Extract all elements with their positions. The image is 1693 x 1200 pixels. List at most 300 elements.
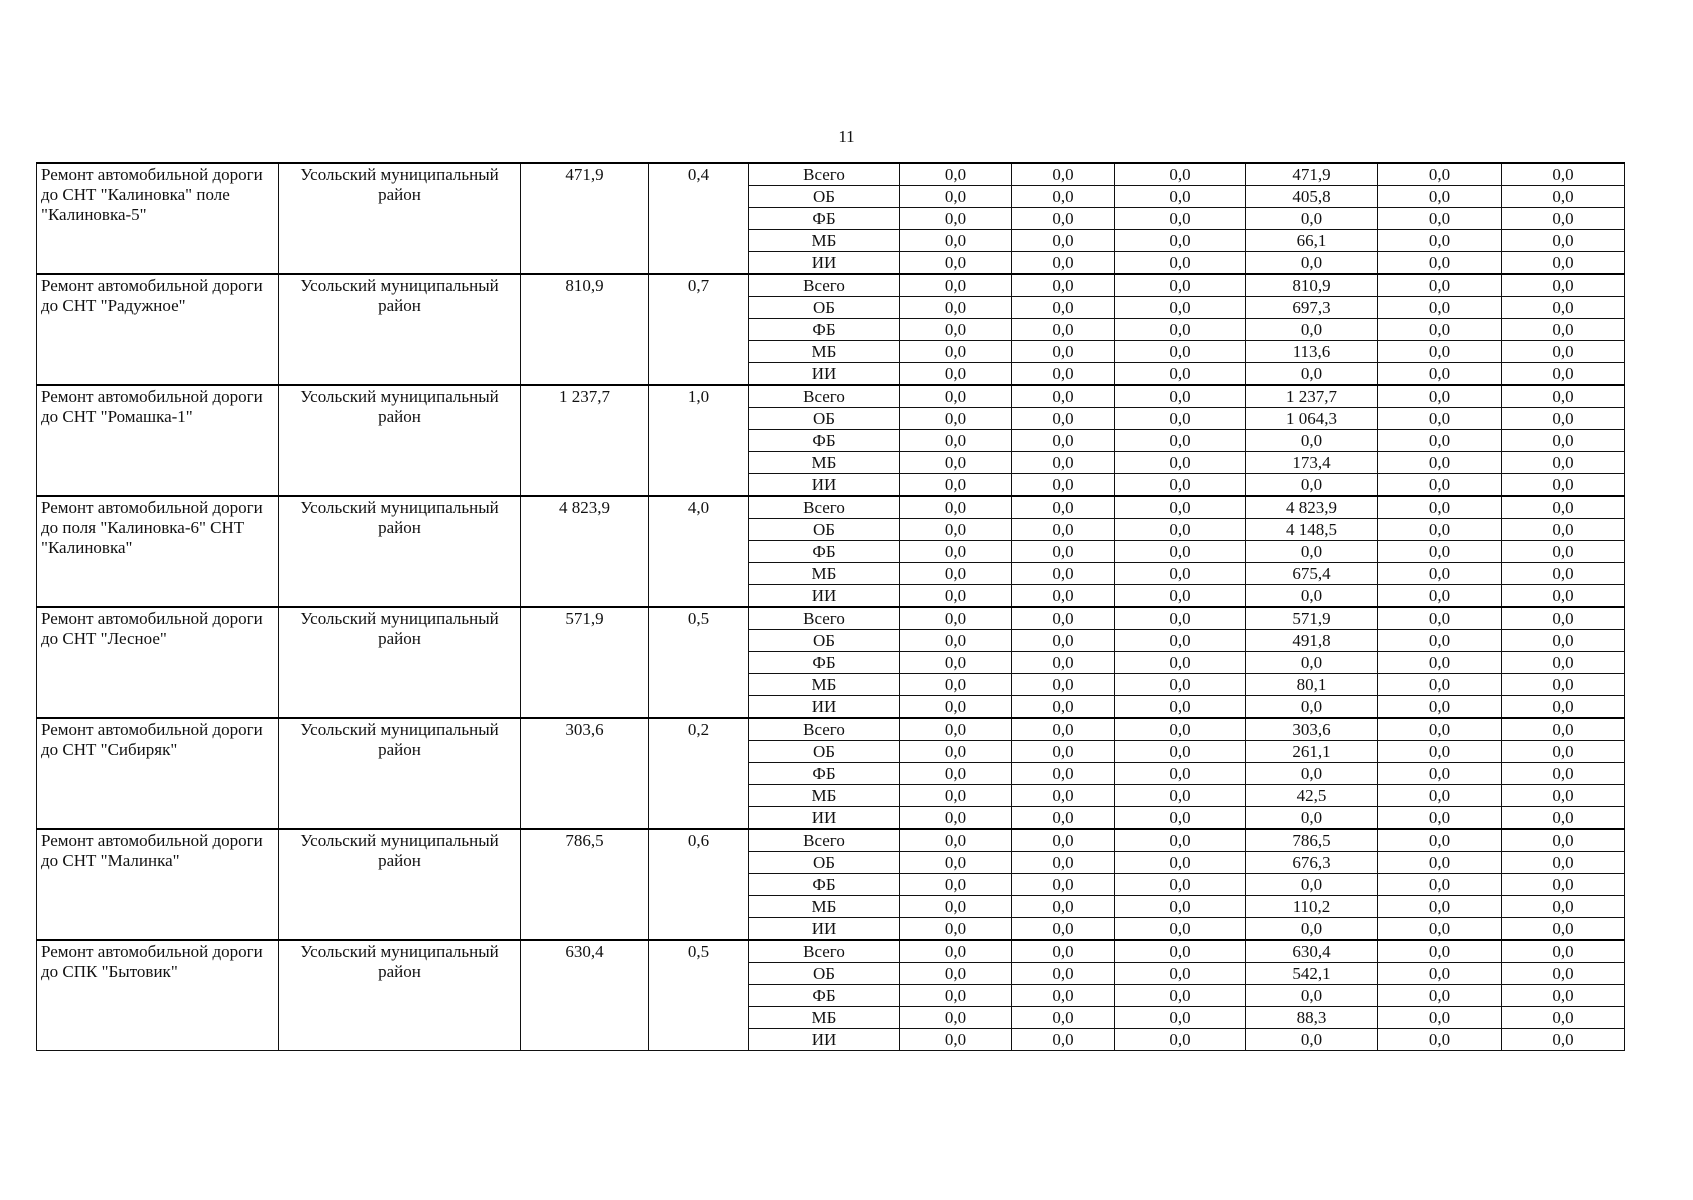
funding-value: 0,0 <box>1012 652 1115 674</box>
project-district: Усольский муниципальный район <box>279 385 521 496</box>
funding-value: 0,0 <box>1378 297 1502 319</box>
funding-value: 0,0 <box>1115 807 1246 830</box>
funding-value: 0,0 <box>1012 674 1115 696</box>
funding-source: Всего <box>749 940 900 963</box>
funding-value: 491,8 <box>1246 630 1378 652</box>
funding-source: ФБ <box>749 208 900 230</box>
funding-source: ИИ <box>749 252 900 275</box>
funding-value: 405,8 <box>1246 186 1378 208</box>
funding-source: Всего <box>749 163 900 186</box>
funding-source: МБ <box>749 230 900 252</box>
funding-value: 0,0 <box>1012 319 1115 341</box>
project-cost: 1 237,7 <box>521 385 649 496</box>
project-cost: 471,9 <box>521 163 649 274</box>
table-row <box>37 163 1625 186</box>
funding-value: 1 064,3 <box>1246 408 1378 430</box>
funding-source: МБ <box>749 1007 900 1029</box>
funding-value: 0,0 <box>1378 918 1502 941</box>
table-row <box>37 274 1625 297</box>
funding-source: ОБ <box>749 852 900 874</box>
funding-value: 0,0 <box>1502 652 1625 674</box>
funding-value: 0,0 <box>900 563 1012 585</box>
funding-value: 0,0 <box>1115 874 1246 896</box>
funding-value: 0,0 <box>1115 763 1246 785</box>
project-district: Усольский муниципальный район <box>279 496 521 607</box>
funding-value: 0,0 <box>1502 674 1625 696</box>
funding-source: МБ <box>749 674 900 696</box>
funding-value: 0,0 <box>1378 408 1502 430</box>
funding-value: 0,0 <box>1012 940 1115 963</box>
funding-value: 261,1 <box>1246 741 1378 763</box>
funding-source: ФБ <box>749 430 900 452</box>
funding-value: 0,0 <box>900 474 1012 497</box>
funding-value: 0,0 <box>1378 541 1502 563</box>
funding-value: 0,0 <box>900 852 1012 874</box>
funding-value: 0,0 <box>900 274 1012 297</box>
funding-value: 0,0 <box>1378 785 1502 807</box>
table-row <box>37 607 1625 630</box>
funding-value: 0,0 <box>1378 208 1502 230</box>
funding-value: 0,0 <box>900 1007 1012 1029</box>
funding-source: ИИ <box>749 918 900 941</box>
funding-value: 0,0 <box>1378 607 1502 630</box>
funding-value: 0,0 <box>1012 230 1115 252</box>
funding-value: 110,2 <box>1246 896 1378 918</box>
funding-value: 0,0 <box>1246 763 1378 785</box>
funding-source: ИИ <box>749 807 900 830</box>
funding-value: 0,0 <box>1012 985 1115 1007</box>
funding-value: 0,0 <box>1115 430 1246 452</box>
funding-value: 0,0 <box>900 763 1012 785</box>
funding-value: 0,0 <box>900 985 1012 1007</box>
funding-value: 0,0 <box>1378 896 1502 918</box>
funding-value: 0,0 <box>1502 918 1625 941</box>
funding-value: 0,0 <box>1378 519 1502 541</box>
funding-value: 0,0 <box>1378 274 1502 297</box>
funding-value: 0,0 <box>1115 1029 1246 1051</box>
funding-value: 0,0 <box>900 674 1012 696</box>
funding-value: 0,0 <box>1012 763 1115 785</box>
funding-source: Всего <box>749 718 900 741</box>
project-district: Усольский муниципальный район <box>279 718 521 829</box>
funding-value: 0,0 <box>1378 385 1502 408</box>
funding-source: ФБ <box>749 541 900 563</box>
table-row <box>37 385 1625 408</box>
funding-value: 0,0 <box>1012 430 1115 452</box>
funding-value: 0,0 <box>1246 474 1378 497</box>
funding-value: 4 823,9 <box>1246 496 1378 519</box>
table-row <box>37 940 1625 963</box>
funding-value: 0,0 <box>1012 918 1115 941</box>
funding-value: 0,0 <box>1246 918 1378 941</box>
funding-value: 0,0 <box>1502 896 1625 918</box>
funding-value: 0,0 <box>1502 985 1625 1007</box>
funding-value: 0,0 <box>1378 985 1502 1007</box>
funding-value: 0,0 <box>1246 1029 1378 1051</box>
project-district: Усольский муниципальный район <box>279 274 521 385</box>
funding-value: 0,0 <box>1502 585 1625 608</box>
project-name: Ремонт автомобильной дороги до СНТ "Малинка" <box>37 829 279 940</box>
funding-source: МБ <box>749 896 900 918</box>
funding-value: 0,0 <box>1378 430 1502 452</box>
funding-value: 0,0 <box>1012 1007 1115 1029</box>
project-length: 0,5 <box>649 940 749 1051</box>
funding-value: 0,0 <box>1378 829 1502 852</box>
funding-source: ФБ <box>749 985 900 1007</box>
funding-value: 0,0 <box>1502 186 1625 208</box>
funding-value: 0,0 <box>1502 940 1625 963</box>
funding-value: 0,0 <box>1012 341 1115 363</box>
funding-value: 66,1 <box>1246 230 1378 252</box>
funding-value: 0,0 <box>1502 607 1625 630</box>
funding-value: 0,0 <box>1502 829 1625 852</box>
funding-value: 0,0 <box>900 607 1012 630</box>
funding-value: 0,0 <box>1115 363 1246 386</box>
funding-value: 0,0 <box>1115 319 1246 341</box>
funding-value: 0,0 <box>1012 496 1115 519</box>
funding-source: ОБ <box>749 186 900 208</box>
funding-value: 0,0 <box>1378 252 1502 275</box>
funding-value: 0,0 <box>1115 585 1246 608</box>
funding-value: 0,0 <box>1115 563 1246 585</box>
funding-value: 0,0 <box>1502 496 1625 519</box>
funding-value: 0,0 <box>1378 1007 1502 1029</box>
funding-value: 0,0 <box>1378 452 1502 474</box>
funding-value: 0,0 <box>1502 874 1625 896</box>
funding-value: 571,9 <box>1246 607 1378 630</box>
project-district: Усольский муниципальный район <box>279 940 521 1051</box>
project-cost: 810,9 <box>521 274 649 385</box>
funding-value: 0,0 <box>1115 252 1246 275</box>
funding-value: 0,0 <box>1115 163 1246 186</box>
funding-value: 0,0 <box>1246 652 1378 674</box>
funding-value: 0,0 <box>1115 829 1246 852</box>
funding-value: 0,0 <box>900 363 1012 386</box>
funding-value: 0,0 <box>1115 718 1246 741</box>
project-district: Усольский муниципальный район <box>279 163 521 274</box>
funding-value: 0,0 <box>1502 452 1625 474</box>
funding-source: Всего <box>749 274 900 297</box>
funding-value: 0,0 <box>1502 963 1625 985</box>
project-name: Ремонт автомобильной дороги до СНТ "Лесное" <box>37 607 279 718</box>
project-name: Ремонт автомобильной дороги до поля "Калиновка-6" СНТ "Калиновка" <box>37 496 279 607</box>
funding-value: 0,0 <box>1378 1029 1502 1051</box>
funding-value: 0,0 <box>1246 208 1378 230</box>
funding-value: 0,0 <box>1502 741 1625 763</box>
funding-value: 0,0 <box>1378 496 1502 519</box>
table-row <box>37 496 1625 519</box>
funding-value: 0,0 <box>1012 874 1115 896</box>
funding-value: 0,0 <box>1115 918 1246 941</box>
funding-value: 0,0 <box>1115 940 1246 963</box>
funding-value: 0,0 <box>900 829 1012 852</box>
funding-source: Всего <box>749 385 900 408</box>
funding-value: 0,0 <box>1378 230 1502 252</box>
funding-source: ОБ <box>749 408 900 430</box>
funding-value: 0,0 <box>1502 430 1625 452</box>
funding-value: 676,3 <box>1246 852 1378 874</box>
funding-value: 0,0 <box>900 741 1012 763</box>
funding-value: 0,0 <box>1115 652 1246 674</box>
funding-value: 0,0 <box>1502 630 1625 652</box>
funding-value: 0,0 <box>1502 319 1625 341</box>
funding-value: 0,0 <box>1115 785 1246 807</box>
funding-source: ОБ <box>749 741 900 763</box>
funding-value: 0,0 <box>1502 785 1625 807</box>
project-cost: 630,4 <box>521 940 649 1051</box>
funding-value: 0,0 <box>1378 963 1502 985</box>
funding-value: 0,0 <box>1012 186 1115 208</box>
funding-value: 0,0 <box>1012 297 1115 319</box>
funding-value: 0,0 <box>900 585 1012 608</box>
funding-value: 0,0 <box>1502 363 1625 386</box>
funding-value: 113,6 <box>1246 341 1378 363</box>
funding-value: 0,0 <box>900 408 1012 430</box>
funding-value: 0,0 <box>1115 230 1246 252</box>
funding-source: Всего <box>749 829 900 852</box>
funding-value: 0,0 <box>1378 563 1502 585</box>
funding-value: 0,0 <box>1502 385 1625 408</box>
project-name: Ремонт автомобильной дороги до СНТ "Калиновка" поле "Калиновка-5" <box>37 163 279 274</box>
table-body <box>37 163 1625 1051</box>
funding-value: 0,0 <box>900 186 1012 208</box>
funding-value: 0,0 <box>1115 408 1246 430</box>
funding-value: 0,0 <box>1502 541 1625 563</box>
project-length: 4,0 <box>649 496 749 607</box>
funding-value: 0,0 <box>1012 452 1115 474</box>
funding-value: 0,0 <box>900 918 1012 941</box>
funding-value: 630,4 <box>1246 940 1378 963</box>
funding-value: 0,0 <box>1012 252 1115 275</box>
funding-value: 0,0 <box>1012 785 1115 807</box>
funding-value: 0,0 <box>1378 585 1502 608</box>
funding-value: 0,0 <box>1502 696 1625 719</box>
funding-value: 0,0 <box>1246 985 1378 1007</box>
funding-value: 303,6 <box>1246 718 1378 741</box>
funding-value: 0,0 <box>1502 252 1625 275</box>
funding-value: 0,0 <box>1378 363 1502 386</box>
funding-value: 0,0 <box>1378 718 1502 741</box>
project-name: Ремонт автомобильной дороги до СНТ "Ромашка-1" <box>37 385 279 496</box>
funding-value: 0,0 <box>1115 741 1246 763</box>
funding-source: ОБ <box>749 297 900 319</box>
funding-value: 0,0 <box>900 208 1012 230</box>
funding-value: 0,0 <box>1378 763 1502 785</box>
funding-value: 0,0 <box>1012 163 1115 186</box>
funding-value: 0,0 <box>900 1029 1012 1051</box>
funding-value: 0,0 <box>1378 696 1502 719</box>
funding-value: 786,5 <box>1246 829 1378 852</box>
funding-value: 0,0 <box>1246 541 1378 563</box>
funding-source: ИИ <box>749 1029 900 1051</box>
funding-source: ОБ <box>749 519 900 541</box>
funding-value: 0,0 <box>1502 297 1625 319</box>
funding-value: 0,0 <box>900 163 1012 186</box>
funding-value: 0,0 <box>1115 385 1246 408</box>
funding-value: 0,0 <box>1012 963 1115 985</box>
funding-value: 0,0 <box>1115 496 1246 519</box>
table-row <box>37 829 1625 852</box>
funding-value: 0,0 <box>1502 763 1625 785</box>
funding-value: 0,0 <box>1115 474 1246 497</box>
funding-value: 0,0 <box>1502 852 1625 874</box>
funding-source: ИИ <box>749 585 900 608</box>
funding-value: 0,0 <box>1246 696 1378 719</box>
funding-value: 1 237,7 <box>1246 385 1378 408</box>
funding-source: ОБ <box>749 963 900 985</box>
funding-value: 0,0 <box>1246 874 1378 896</box>
funding-value: 0,0 <box>1502 341 1625 363</box>
funding-value: 0,0 <box>900 896 1012 918</box>
funding-value: 0,0 <box>900 696 1012 719</box>
project-district: Усольский муниципальный район <box>279 607 521 718</box>
funding-value: 0,0 <box>1012 829 1115 852</box>
project-length: 1,0 <box>649 385 749 496</box>
funding-value: 0,0 <box>1115 541 1246 563</box>
funding-source: ИИ <box>749 696 900 719</box>
project-cost: 571,9 <box>521 607 649 718</box>
funding-value: 0,0 <box>1012 718 1115 741</box>
funding-value: 0,0 <box>1012 630 1115 652</box>
funding-value: 0,0 <box>1378 940 1502 963</box>
funding-value: 0,0 <box>900 252 1012 275</box>
funding-source: МБ <box>749 563 900 585</box>
funding-source: Всего <box>749 607 900 630</box>
funding-source: МБ <box>749 341 900 363</box>
project-length: 0,7 <box>649 274 749 385</box>
funding-value: 0,0 <box>1378 341 1502 363</box>
funding-value: 0,0 <box>1378 163 1502 186</box>
funding-source: ИИ <box>749 363 900 386</box>
project-length: 0,6 <box>649 829 749 940</box>
funding-value: 0,0 <box>1012 607 1115 630</box>
funding-value: 0,0 <box>1378 474 1502 497</box>
project-name: Ремонт автомобильной дороги до СПК "Бытовик" <box>37 940 279 1051</box>
funding-value: 0,0 <box>1115 674 1246 696</box>
funding-value: 0,0 <box>900 385 1012 408</box>
funding-value: 0,0 <box>1012 741 1115 763</box>
funding-value: 0,0 <box>1246 585 1378 608</box>
funding-value: 0,0 <box>900 630 1012 652</box>
budget-table <box>36 162 1625 1051</box>
funding-value: 0,0 <box>1246 807 1378 830</box>
funding-value: 0,0 <box>1378 741 1502 763</box>
funding-value: 0,0 <box>900 785 1012 807</box>
funding-value: 0,0 <box>1115 963 1246 985</box>
funding-value: 0,0 <box>900 496 1012 519</box>
funding-value: 0,0 <box>1012 541 1115 563</box>
funding-value: 0,0 <box>1115 896 1246 918</box>
funding-value: 0,0 <box>900 963 1012 985</box>
funding-value: 0,0 <box>1502 807 1625 830</box>
funding-value: 0,0 <box>1378 630 1502 652</box>
funding-value: 0,0 <box>1012 563 1115 585</box>
funding-value: 0,0 <box>900 807 1012 830</box>
funding-value: 0,0 <box>1378 674 1502 696</box>
funding-value: 0,0 <box>1378 319 1502 341</box>
funding-value: 0,0 <box>1012 408 1115 430</box>
funding-value: 0,0 <box>1012 385 1115 408</box>
funding-value: 542,1 <box>1246 963 1378 985</box>
funding-value: 0,0 <box>1378 874 1502 896</box>
funding-value: 0,0 <box>1378 186 1502 208</box>
funding-value: 0,0 <box>1502 718 1625 741</box>
funding-value: 0,0 <box>1246 319 1378 341</box>
funding-value: 0,0 <box>900 718 1012 741</box>
funding-value: 0,0 <box>1012 807 1115 830</box>
funding-source: ОБ <box>749 630 900 652</box>
funding-source: ИИ <box>749 474 900 497</box>
table-row <box>37 718 1625 741</box>
funding-value: 0,0 <box>1502 1007 1625 1029</box>
funding-value: 0,0 <box>900 297 1012 319</box>
funding-value: 42,5 <box>1246 785 1378 807</box>
funding-value: 0,0 <box>1012 696 1115 719</box>
funding-value: 173,4 <box>1246 452 1378 474</box>
funding-value: 0,0 <box>1115 607 1246 630</box>
funding-value: 0,0 <box>900 541 1012 563</box>
funding-value: 0,0 <box>1378 852 1502 874</box>
funding-value: 0,0 <box>1378 807 1502 830</box>
project-name: Ремонт автомобильной дороги до СНТ "Радужное" <box>37 274 279 385</box>
funding-value: 471,9 <box>1246 163 1378 186</box>
funding-value: 0,0 <box>1012 1029 1115 1051</box>
funding-value: 0,0 <box>1502 519 1625 541</box>
funding-value: 675,4 <box>1246 563 1378 585</box>
funding-value: 0,0 <box>1115 208 1246 230</box>
funding-source: МБ <box>749 785 900 807</box>
funding-value: 0,0 <box>1012 474 1115 497</box>
funding-source: ФБ <box>749 319 900 341</box>
funding-value: 0,0 <box>1115 297 1246 319</box>
funding-value: 0,0 <box>1115 985 1246 1007</box>
project-district: Усольский муниципальный район <box>279 829 521 940</box>
funding-value: 0,0 <box>900 341 1012 363</box>
funding-value: 88,3 <box>1246 1007 1378 1029</box>
project-cost: 786,5 <box>521 829 649 940</box>
project-cost: 4 823,9 <box>521 496 649 607</box>
funding-value: 0,0 <box>1012 363 1115 386</box>
funding-value: 0,0 <box>1502 474 1625 497</box>
funding-value: 810,9 <box>1246 274 1378 297</box>
project-length: 0,5 <box>649 607 749 718</box>
funding-value: 0,0 <box>900 874 1012 896</box>
funding-value: 0,0 <box>1502 1029 1625 1051</box>
funding-source: Всего <box>749 496 900 519</box>
funding-value: 0,0 <box>1012 208 1115 230</box>
funding-value: 0,0 <box>1502 563 1625 585</box>
funding-value: 0,0 <box>900 430 1012 452</box>
funding-value: 0,0 <box>1115 452 1246 474</box>
funding-value: 0,0 <box>900 452 1012 474</box>
funding-value: 0,0 <box>1115 630 1246 652</box>
funding-value: 697,3 <box>1246 297 1378 319</box>
funding-value: 0,0 <box>900 652 1012 674</box>
funding-value: 0,0 <box>900 940 1012 963</box>
funding-value: 0,0 <box>1115 274 1246 297</box>
funding-value: 0,0 <box>1502 208 1625 230</box>
funding-source: ФБ <box>749 874 900 896</box>
funding-value: 0,0 <box>900 519 1012 541</box>
funding-source: ФБ <box>749 652 900 674</box>
funding-value: 0,0 <box>1502 163 1625 186</box>
project-length: 0,2 <box>649 718 749 829</box>
funding-value: 0,0 <box>1502 230 1625 252</box>
funding-source: МБ <box>749 452 900 474</box>
funding-value: 0,0 <box>1115 341 1246 363</box>
funding-value: 0,0 <box>1012 519 1115 541</box>
funding-value: 0,0 <box>1012 896 1115 918</box>
